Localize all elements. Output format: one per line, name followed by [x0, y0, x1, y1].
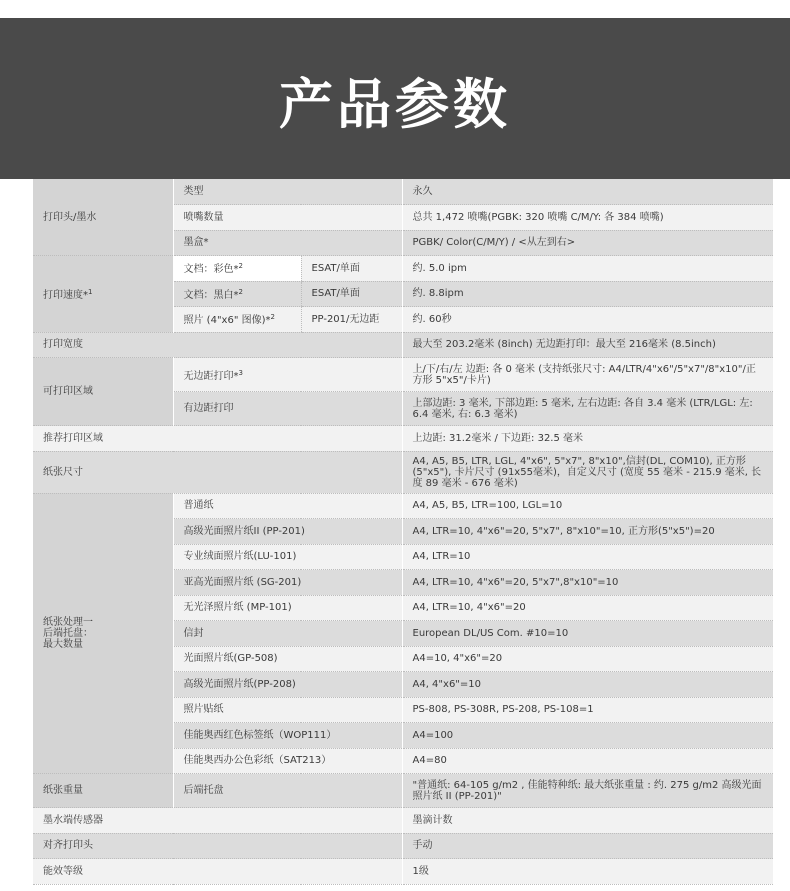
table-row [33, 774, 773, 808]
row-label: 无光泽照片纸 (MP-101) [173, 595, 402, 621]
page-title: 产品参数 [279, 73, 511, 136]
row-label: 亚高光面照片纸 (SG-201) [173, 570, 402, 596]
row-value: A4=80 [402, 748, 773, 774]
row-value: "普通纸: 64-105 g/m2 , 佳能特种纸: 最大纸张重量 : 约. 275 g/m2 高级光面照片纸 II (PP-201)" [402, 774, 773, 808]
row-mode: ESAT/单面 [301, 281, 402, 307]
row-value: 约. 5.0 ipm [402, 256, 773, 282]
row-category: 墨水端传感器 [33, 808, 402, 834]
row-label: 照片贴纸 [173, 697, 402, 723]
row-label: 信封 [173, 621, 402, 647]
row-label: 高级光面照片纸II (PP-201) [173, 519, 402, 545]
row-label: 喷嘴数量 [173, 205, 402, 231]
row-category: 纸张尺寸 [33, 451, 402, 493]
row-value: European DL/US Com. #10=10 [402, 621, 773, 647]
row-category: 对齐打印头 [33, 833, 402, 859]
table-row [33, 256, 773, 282]
table-row [33, 493, 773, 519]
table-row [33, 859, 773, 885]
row-value: A4=100 [402, 723, 773, 749]
row-value: A4, A5, B5, LTR, LGL, 4"x6", 5"x7", 8"x10",信封(DL, COM10), 正方形(5"x5"), 卡片尺寸 (91x55毫米)，自定义尺寸 (宽度 55 毫米 - 215.9 毫米, 长度 89 毫米 - 676 毫米) [402, 451, 773, 493]
row-value: 上边距: 31.2毫米 / 下边距: 32.5 毫米 [402, 426, 773, 452]
row-value: 1级 [402, 859, 773, 885]
row-label: 专业绒面照片纸(LU-101) [173, 544, 402, 570]
row-label: 后端托盘 [173, 774, 402, 808]
row-value: 约. 60秒 [402, 307, 773, 333]
row-value: A4, LTR=10, 4"x6"=20, 5"x7", 8"x10"=10, 正方形(5"x5")=20 [402, 519, 773, 545]
row-category: 可打印区域 [33, 358, 173, 426]
row-category: 推荐打印区域 [33, 426, 402, 452]
row-category: 打印速度*$^1$ [33, 256, 173, 333]
row-label: 类型 [173, 179, 402, 205]
row-value: A4, LTR=10 [402, 544, 773, 570]
table-row [33, 451, 773, 493]
row-value: A4=10, 4"x6"=20 [402, 646, 773, 672]
row-value: 上/下/右/左 边距: 各 0 毫米 (支持纸张尺寸: A4/LTR/4"x6"/5"x7"/8"x10"/正方形 5"x5"/卡片) [402, 358, 773, 392]
row-label: 佳能奥西红色标签纸（WOP111） [173, 723, 402, 749]
row-value: A4, A5, B5, LTR=100, LGL=10 [402, 493, 773, 519]
row-label: 高级光面照片纸(PP-208) [173, 672, 402, 698]
row-value: 上部边距: 3 毫米, 下部边距: 5 毫米, 左右边距: 各自 3.4 毫米 (LTR/LGL: 左: 6.4 毫米, 右: 6.3 毫米) [402, 392, 773, 426]
row-category: 能效等级 [33, 859, 402, 885]
row-value: 手动 [402, 833, 773, 859]
table-row [33, 358, 773, 392]
row-category: 纸张处理一 后端托盘： 最大数量 [33, 493, 173, 774]
row-value: 最大至 203.2毫米 (8inch) 无边距打印：最大至 216毫米 (8.5inch) [402, 332, 773, 358]
table-row [33, 833, 773, 859]
row-category: 纸张重量 [33, 774, 173, 808]
row-label: 文档：彩色*$^2$ [173, 256, 301, 282]
row-value: A4, LTR=10, 4"x6"=20, 5"x7",8"x10"=10 [402, 570, 773, 596]
row-mode: PP-201/无边距 [301, 307, 402, 333]
row-value: PS-808, PS-308R, PS-208, PS-108=1 [402, 697, 773, 723]
table-row [33, 332, 773, 358]
row-label: 普通纸 [173, 493, 402, 519]
table-row [33, 808, 773, 834]
table-row [33, 426, 773, 452]
row-label: 佳能奥西办公色彩纸（SAT213） [173, 748, 402, 774]
row-category: 打印宽度 [33, 332, 402, 358]
row-label: 无边距打印*$^3$ [173, 358, 402, 392]
row-label: 文档：黑白*$^2$ [173, 281, 301, 307]
row-value: A4, LTR=10, 4"x6"=20 [402, 595, 773, 621]
row-label: 墨盒* [173, 230, 402, 256]
spec-table [33, 179, 773, 885]
row-value: 总共 1,472 喷嘴(PGBK: 320 喷嘴 C/M/Y: 各 384 喷嘴) [402, 205, 773, 231]
row-value: A4, 4"x6"=10 [402, 672, 773, 698]
row-value: 永久 [402, 179, 773, 205]
header-banner [0, 18, 790, 179]
row-label: 光面照片纸(GP-508) [173, 646, 402, 672]
row-mode: ESAT/单面 [301, 256, 402, 282]
table-row [33, 179, 773, 205]
row-category: 打印头/墨水 [33, 179, 173, 256]
row-label: 有边距打印 [173, 392, 402, 426]
row-value: 墨滴计数 [402, 808, 773, 834]
row-label: 照片 (4"x6" 图像)*$^2$ [173, 307, 301, 333]
row-value: PGBK/ Color(C/M/Y) / <从左到右> [402, 230, 773, 256]
row-value: 约. 8.8ipm [402, 281, 773, 307]
